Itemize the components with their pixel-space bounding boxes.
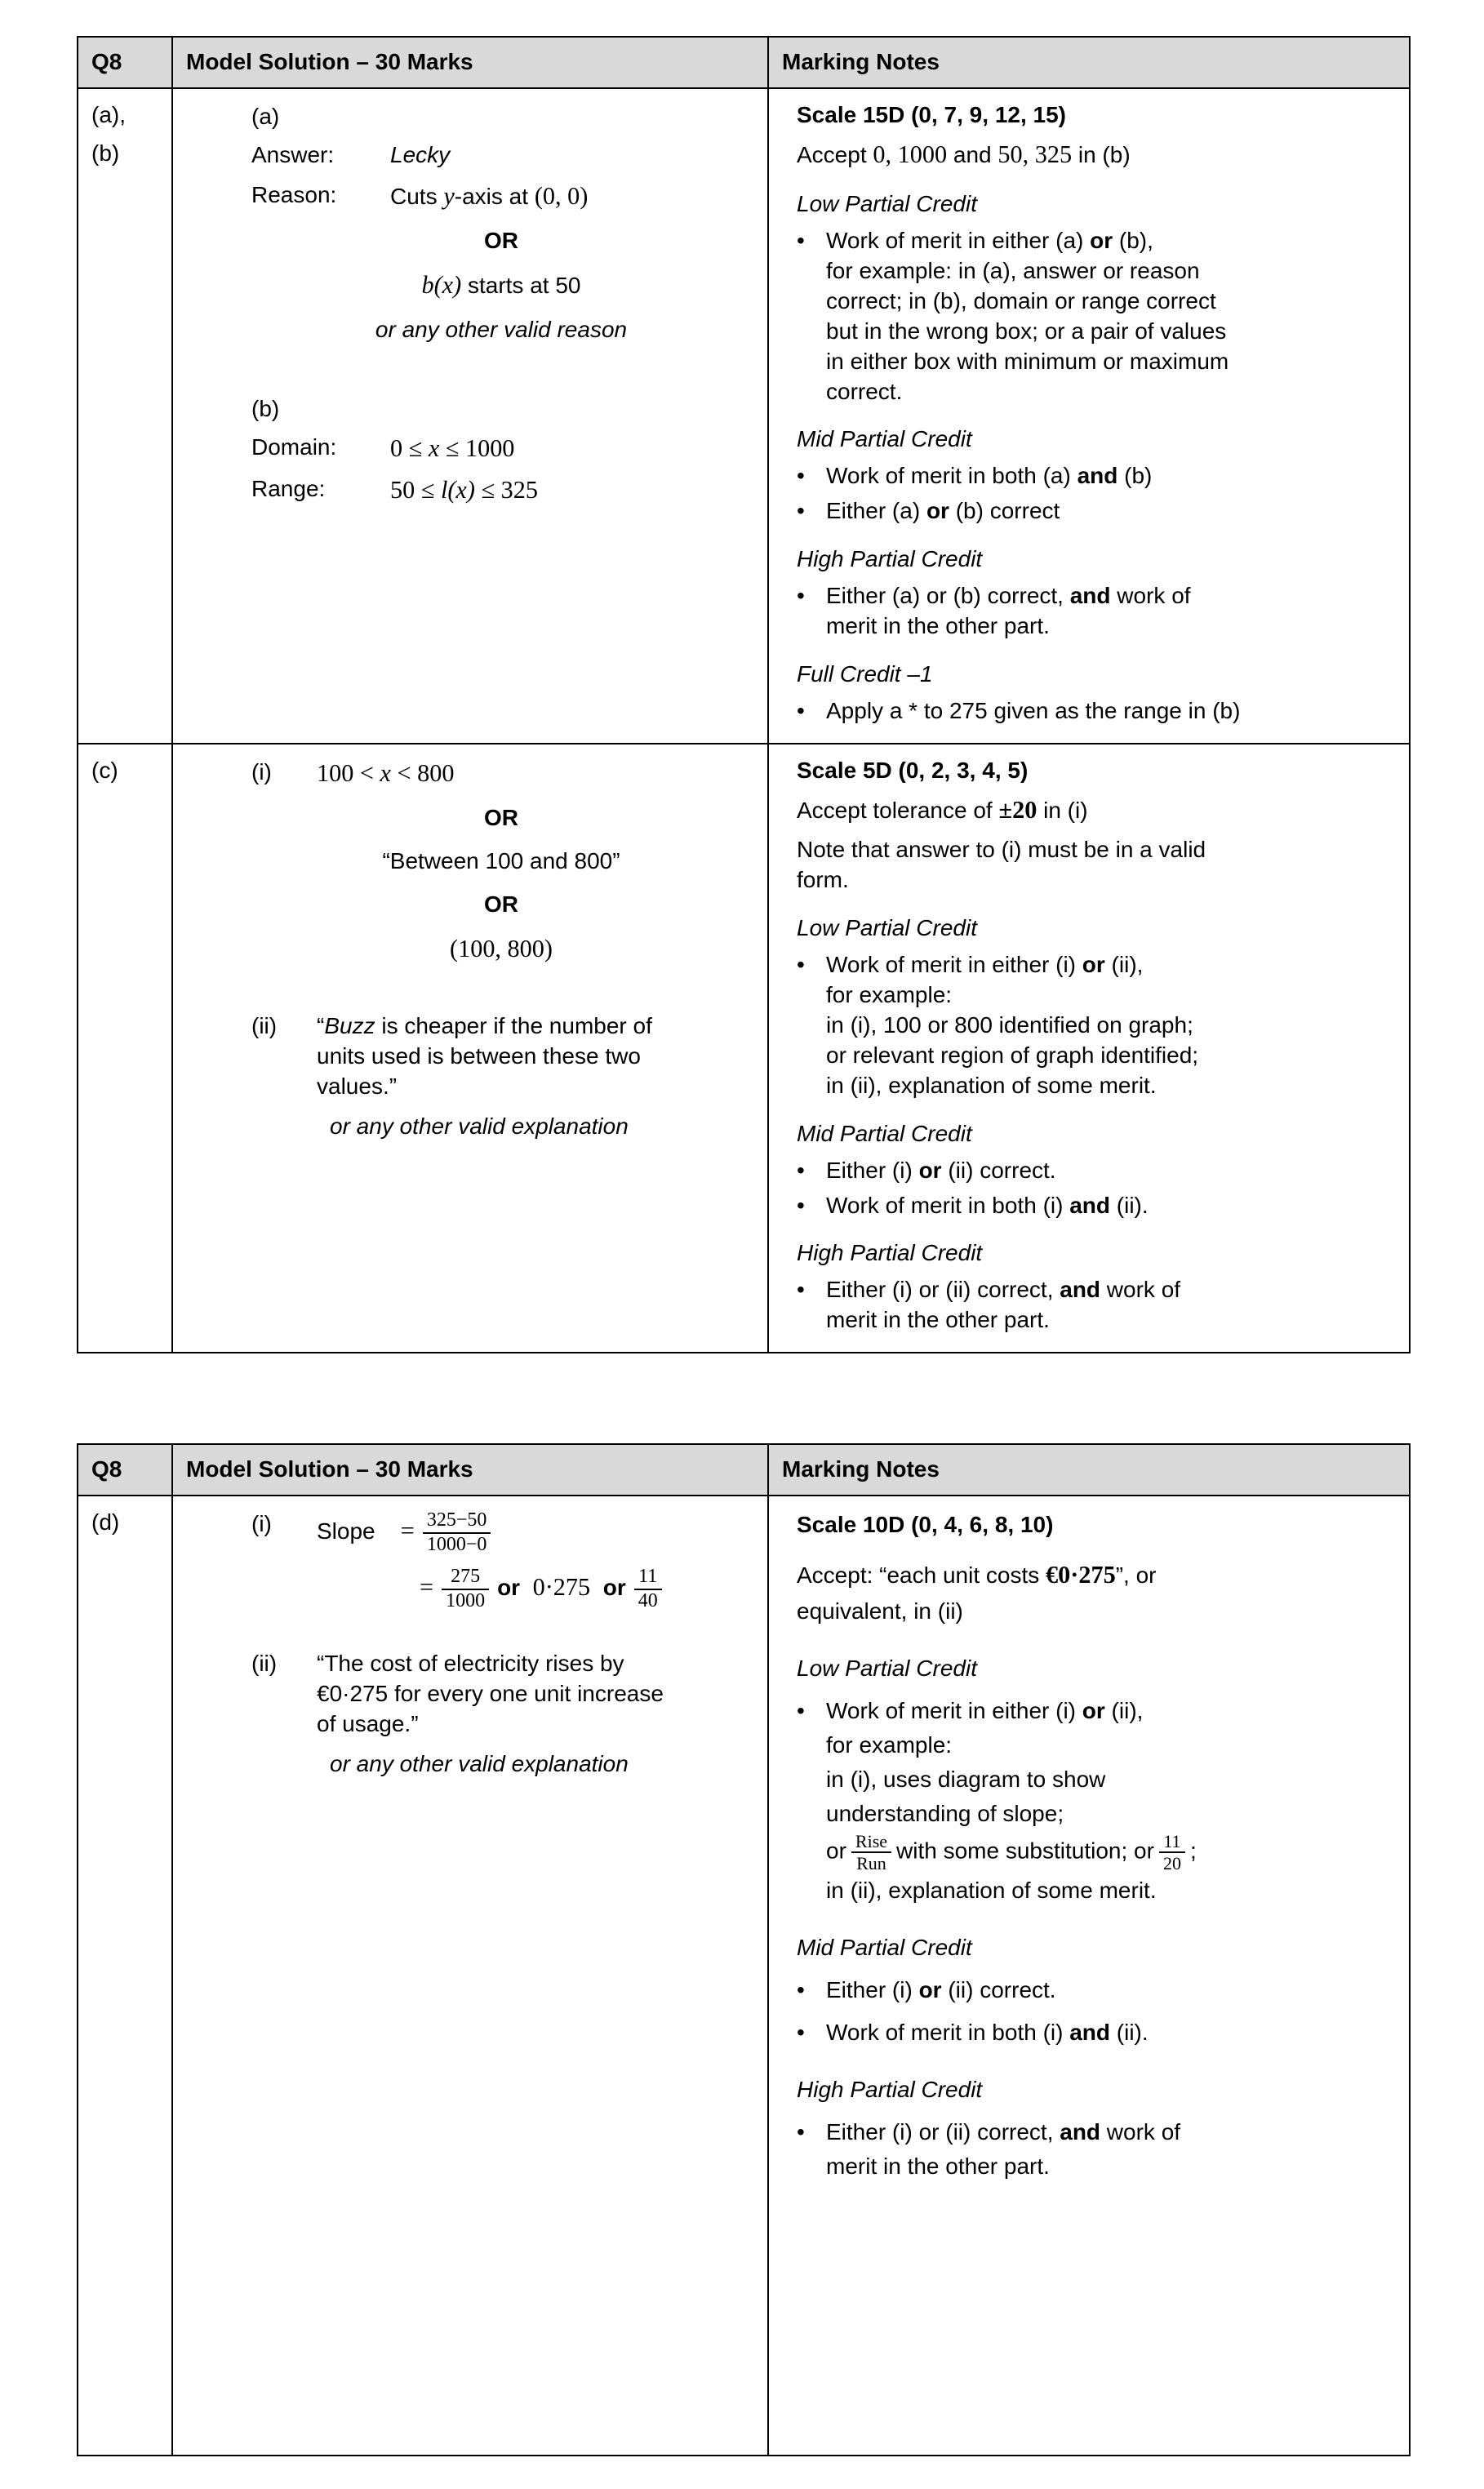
text-run: Work of merit in both (i) xyxy=(826,2020,1070,2046)
bullet-text xyxy=(826,696,1389,727)
table-row-part-c xyxy=(78,744,1410,1353)
bullet-block xyxy=(797,696,1389,727)
scale-heading xyxy=(797,100,1389,131)
text-run: (b), xyxy=(1113,227,1153,253)
text-run: High Partial Credit xyxy=(797,2077,983,2103)
text-run: and xyxy=(947,141,998,167)
bullet-marker: • xyxy=(797,498,805,524)
field-value xyxy=(390,474,751,507)
high-partial-credit-heading xyxy=(797,1238,1389,1269)
text-run: or xyxy=(602,1575,626,1601)
text-run: in (i) xyxy=(1037,798,1088,824)
text-run: for example: xyxy=(826,1731,953,1758)
bullet-marker: • xyxy=(797,463,805,489)
text-run: (c) xyxy=(91,758,118,784)
text-run: OR xyxy=(484,891,518,917)
bullet-marker: • xyxy=(797,1697,805,1723)
text-run: €0·275 for every one unit increase xyxy=(317,1680,664,1706)
p-block xyxy=(251,315,751,345)
table-header-row xyxy=(78,37,1410,88)
cols-block xyxy=(251,474,751,507)
text-run: x xyxy=(380,759,391,788)
text-run: Low Partial Credit xyxy=(797,1655,977,1681)
bullet-block xyxy=(797,461,1389,491)
bullet-marker: • xyxy=(797,2119,805,2145)
fraction xyxy=(634,1566,662,1612)
model-solution-cell xyxy=(172,1496,768,2456)
text-run: Work of merit in both (a) xyxy=(826,463,1077,489)
text-run: is cheaper if the number of xyxy=(375,1012,652,1038)
item-marker: (ii) xyxy=(251,1650,278,1676)
low-partial-credit-heading xyxy=(797,913,1389,944)
text-run: and xyxy=(1077,463,1118,489)
marking-notes-header: Marking Notes xyxy=(768,1444,1410,1496)
item-block xyxy=(251,1649,751,1740)
part-label-cell xyxy=(78,88,172,744)
text-run: work of xyxy=(1110,583,1191,609)
mid-partial-credit-heading xyxy=(797,1931,1389,1965)
mid-partial-credit-heading xyxy=(797,424,1389,455)
p-block xyxy=(251,890,751,920)
field-value xyxy=(390,140,751,171)
bullet-block xyxy=(797,496,1389,527)
text-run: Accept: “each unit costs xyxy=(797,1562,1046,1589)
table-row-part-ab xyxy=(78,88,1410,744)
part-label-cell xyxy=(78,744,172,1353)
fraction-denominator: 20 xyxy=(1162,1852,1181,1873)
text-run: Mid Partial Credit xyxy=(797,1120,972,1146)
text-run: in (ii), explanation of some merit. xyxy=(826,1878,1157,1904)
text-run: Apply a * to 275 given as the range in (b) xyxy=(826,698,1241,724)
text-run: or xyxy=(497,1575,521,1601)
field-label: Reason: xyxy=(251,181,337,207)
table-row-part-d xyxy=(78,1496,1410,2456)
text-run: or xyxy=(926,498,949,524)
bullet-marker: • xyxy=(797,583,805,609)
cols-block xyxy=(251,180,751,213)
text-run: “Between 100 and 800” xyxy=(382,847,620,873)
bullet-marker: • xyxy=(797,951,805,977)
item-marker: (ii) xyxy=(251,1012,278,1038)
text-run: correct; in (b), domain or range correct xyxy=(826,287,1216,313)
bullet-marker: • xyxy=(797,1157,805,1183)
text-run: (ii) correct. xyxy=(941,1977,1056,2003)
bullet-text xyxy=(826,1694,1389,1909)
bullet-block xyxy=(797,1275,1389,1336)
bullet-text xyxy=(826,1191,1389,1221)
text-run: 50 ≤ xyxy=(390,476,441,504)
text-run: “The cost of electricity rises by xyxy=(317,1650,624,1676)
table-header-row xyxy=(78,1444,1410,1496)
text-run: (ii). xyxy=(1110,2020,1149,2046)
field-label: Answer: xyxy=(251,141,335,167)
bullet-block xyxy=(797,1694,1389,1909)
bullet-marker: • xyxy=(797,2020,805,2046)
text-run: for example: xyxy=(826,981,953,1007)
text-run: or relevant region of graph identified; xyxy=(826,1042,1199,1068)
text-run: Low Partial Credit xyxy=(797,914,977,940)
text-run: or any other valid explanation xyxy=(330,1750,629,1776)
text-run: ”, or xyxy=(1115,1562,1157,1589)
text-run: values.” xyxy=(317,1073,398,1099)
p-block xyxy=(251,1566,751,1612)
model-solution-cell xyxy=(172,744,768,1353)
text-run: b(x) xyxy=(421,270,462,299)
text-run: Cuts xyxy=(390,183,444,209)
text-run: Scale 15D (0, 7, 9, 12, 15) xyxy=(797,101,1066,127)
text-run: (a) xyxy=(251,103,280,129)
gap-block xyxy=(251,979,751,1011)
bullet-marker: • xyxy=(797,698,805,724)
scale-heading xyxy=(797,756,1389,786)
text-run: units used is between these two xyxy=(317,1042,641,1069)
fraction xyxy=(423,1509,491,1556)
section-a-heading xyxy=(251,102,751,132)
marking-notes-cell xyxy=(768,744,1410,1353)
text-run: Either (a) or (b) correct, xyxy=(826,583,1070,609)
gap-block xyxy=(251,358,751,394)
low-partial-credit-heading xyxy=(797,189,1389,220)
text-run: equivalent, in (ii) xyxy=(797,1598,963,1624)
text-run: Scale 5D (0, 2, 3, 4, 5) xyxy=(797,758,1029,784)
text-run: work of xyxy=(1100,2119,1181,2145)
section-b-heading xyxy=(251,394,751,424)
text-run: Mid Partial Credit xyxy=(797,1935,972,1961)
text-run: 0·275 xyxy=(532,1573,591,1602)
text-run xyxy=(590,1575,603,1600)
text-run: in (i), uses diagram to show xyxy=(826,1766,1106,1792)
text-run: (b) xyxy=(1117,463,1153,489)
marking-notes-header: Marking Notes xyxy=(768,37,1410,88)
p-block xyxy=(797,794,1389,827)
fraction-numerator: Rise xyxy=(851,1831,891,1853)
text-run: = xyxy=(420,1573,434,1602)
text-run: Note that answer to (i) must be in a valid xyxy=(797,836,1206,862)
bullet-block xyxy=(797,1973,1389,2007)
text-run: or xyxy=(1082,1697,1105,1723)
text-run: (b) correct xyxy=(949,498,1060,524)
item-text xyxy=(317,1649,751,1740)
text-run: and xyxy=(1060,2119,1101,2145)
text-run: or xyxy=(1082,951,1105,977)
low-partial-credit-heading xyxy=(797,1651,1389,1686)
text-run: and xyxy=(1069,1192,1111,1218)
text-run: work of xyxy=(1100,1277,1181,1303)
text-run: (100, 800) xyxy=(450,934,553,962)
text-run: Work of merit in either (a) xyxy=(826,227,1091,253)
bullet-text xyxy=(826,496,1389,527)
text-run: y xyxy=(443,181,455,210)
model-solution-header: Model Solution – 30 Marks xyxy=(172,37,768,88)
bullet-marker: • xyxy=(797,227,805,253)
text-run: correct. xyxy=(826,378,903,404)
text-run: Either (i) xyxy=(826,1977,919,2003)
text-run: High Partial Credit xyxy=(797,546,983,572)
text-run: and xyxy=(1069,583,1111,609)
fraction-numerator: 325−50 xyxy=(423,1509,491,1534)
text-run: Either (i) or (ii) correct, xyxy=(826,2119,1060,2145)
text-run: €0·275 xyxy=(1046,1561,1116,1589)
text-run: ±20 xyxy=(998,796,1037,824)
bullet-block xyxy=(797,2115,1389,2184)
fraction-numerator: 11 xyxy=(1159,1831,1185,1853)
text-run: 50, 325 xyxy=(997,140,1073,168)
text-run: “ xyxy=(317,1012,325,1038)
text-run: Accept xyxy=(797,141,873,167)
fraction-denominator: Run xyxy=(856,1852,886,1873)
bullet-marker: • xyxy=(797,1192,805,1218)
bullet-text xyxy=(826,2115,1389,2184)
text-run: with some substitution; or xyxy=(896,1838,1154,1864)
bullet-marker: • xyxy=(797,1277,805,1303)
text-run: 0 ≤ xyxy=(390,433,429,462)
marking-notes-cell xyxy=(768,88,1410,744)
model-solution-header: Model Solution – 30 Marks xyxy=(172,1444,768,1496)
bullet-block xyxy=(797,1156,1389,1186)
text-run: (ii) correct. xyxy=(941,1157,1056,1183)
text-run: Scale 10D (0, 4, 6, 8, 10) xyxy=(797,1512,1054,1538)
gap-block xyxy=(251,1621,751,1649)
text-run: Either (i) xyxy=(826,1157,919,1183)
text-run: or any other valid explanation xyxy=(330,1113,629,1139)
fraction-numerator: 275 xyxy=(442,1566,489,1590)
fraction-numerator: 11 xyxy=(634,1566,662,1590)
text-run: OR xyxy=(484,805,518,831)
text-run: or xyxy=(918,1977,942,2003)
text-run: in (ii), explanation of some merit. xyxy=(826,1072,1157,1098)
text-run: ≤ 1000 xyxy=(439,433,515,462)
marking-notes-cell xyxy=(768,1496,1410,2456)
marking-table-q8-parts-abc xyxy=(77,36,1411,1353)
text-run: starts at 50 xyxy=(461,272,581,298)
bullet-text xyxy=(826,1156,1389,1186)
text-run: Accept tolerance of xyxy=(797,798,999,824)
text-run: (ii), xyxy=(1104,951,1144,977)
question-number-header: Q8 xyxy=(78,37,172,88)
question-number-header: Q8 xyxy=(78,1444,172,1496)
field-value xyxy=(390,433,751,465)
text-run: (ii), xyxy=(1104,1697,1144,1723)
text-run: merit in the other part. xyxy=(826,1307,1050,1333)
text-run: understanding of slope; xyxy=(826,1800,1064,1826)
text-run: 100 < xyxy=(317,759,380,788)
text-run: or xyxy=(918,1157,942,1183)
item-marker: (i) xyxy=(251,759,272,785)
bullet-text xyxy=(826,226,1389,407)
field-value xyxy=(390,180,751,213)
p-block xyxy=(797,835,1389,896)
text-run: and xyxy=(1060,1277,1101,1303)
p-block xyxy=(797,1557,1389,1628)
text-run: Work of merit in either (i) xyxy=(826,1697,1082,1723)
item-text xyxy=(317,1509,751,1556)
bullet-text xyxy=(826,1275,1389,1336)
text-run: Slope xyxy=(317,1518,375,1545)
text-run: (d) xyxy=(91,1509,120,1536)
text-run: or xyxy=(826,1838,846,1864)
text-run: Either (i) or (ii) correct, xyxy=(826,1277,1060,1303)
part-label-a xyxy=(91,100,163,131)
text-run: Lecky xyxy=(390,141,451,167)
text-run: form. xyxy=(797,866,849,892)
scale-heading xyxy=(797,1508,1389,1542)
fraction xyxy=(851,1831,891,1874)
item-text xyxy=(317,1011,751,1102)
high-partial-credit-heading xyxy=(797,2073,1389,2107)
model-solution-cell xyxy=(172,88,768,744)
bullet-block xyxy=(797,581,1389,642)
text-run: x xyxy=(428,433,440,462)
field-label: Domain: xyxy=(251,433,337,460)
text-run: Buzz xyxy=(324,1012,375,1038)
p-block xyxy=(251,226,751,256)
part-label-cell xyxy=(78,1496,172,2456)
text-run: Work of merit in either (i) xyxy=(826,951,1082,977)
text-run: 0, 1000 xyxy=(873,140,948,168)
text-run: (b) xyxy=(91,140,120,166)
bullet-text xyxy=(826,581,1389,642)
text-run: = xyxy=(400,1517,415,1545)
fraction-denominator: 1000−0 xyxy=(426,1533,487,1555)
text-run: Full Credit –1 xyxy=(797,661,933,687)
text-run: of usage.” xyxy=(317,1710,419,1736)
mid-partial-credit-heading xyxy=(797,1119,1389,1149)
bullet-text xyxy=(826,2016,1389,2050)
part-label-b xyxy=(91,139,163,169)
bullet-text xyxy=(826,1973,1389,2007)
text-run: but in the wrong box; or a pair of values xyxy=(826,318,1227,344)
item-text xyxy=(317,758,751,790)
text-run: (a), xyxy=(91,101,126,127)
text-run: ≤ 325 xyxy=(474,476,538,504)
field-label: Range: xyxy=(251,476,326,502)
bullet-block xyxy=(797,1191,1389,1221)
text-run: in (i), 100 or 800 identified on graph; xyxy=(826,1011,1193,1038)
text-run: (ii). xyxy=(1110,1192,1149,1218)
text-run: merit in the other part. xyxy=(826,2153,1050,2180)
text-run: -axis at xyxy=(454,183,535,209)
text-run xyxy=(375,1518,401,1544)
fraction-denominator: 1000 xyxy=(446,1590,486,1612)
full-credit-heading xyxy=(797,660,1389,690)
fraction-denominator: 40 xyxy=(638,1590,658,1612)
text-run: (0, 0) xyxy=(534,181,589,210)
item-block xyxy=(251,758,751,790)
text-run: Work of merit in both (i) xyxy=(826,1192,1070,1218)
p-block xyxy=(251,1112,751,1142)
item-block xyxy=(251,1011,751,1102)
bullet-marker: • xyxy=(797,1977,805,2003)
high-partial-credit-heading xyxy=(797,544,1389,575)
cols-block xyxy=(251,140,751,171)
bullet-text xyxy=(826,950,1389,1101)
part-label-d xyxy=(91,1508,163,1538)
text-run: Either (a) xyxy=(826,498,926,524)
p-block xyxy=(251,847,751,877)
text-run: < 800 xyxy=(390,759,455,788)
bullet-block xyxy=(797,950,1389,1101)
text-run: Mid Partial Credit xyxy=(797,426,972,452)
text-run: or xyxy=(1090,227,1113,253)
text-run: or any other valid reason xyxy=(375,316,628,342)
p-block xyxy=(251,933,751,966)
fraction xyxy=(442,1566,489,1612)
marking-table-q8-part-d xyxy=(77,1443,1411,2456)
text-run: and xyxy=(1069,2020,1111,2046)
part-label-c xyxy=(91,756,163,786)
item-block xyxy=(251,1509,751,1556)
text-run: (b) xyxy=(251,395,280,421)
item-marker: (i) xyxy=(251,1511,272,1537)
text-run xyxy=(520,1575,533,1600)
p-block xyxy=(797,139,1389,171)
text-run: Low Partial Credit xyxy=(797,190,977,216)
bullet-text xyxy=(826,461,1389,491)
text-run: in (b) xyxy=(1072,141,1131,167)
p-block xyxy=(251,1749,751,1780)
bullet-block xyxy=(797,226,1389,407)
p-block xyxy=(251,803,751,833)
bullet-block xyxy=(797,2016,1389,2050)
p-block xyxy=(251,269,751,302)
fraction xyxy=(1159,1831,1185,1874)
text-run: for example: in (a), answer or reason xyxy=(826,257,1200,283)
cols-block xyxy=(251,433,751,465)
text-run: ; xyxy=(1189,1838,1197,1864)
text-run: OR xyxy=(484,227,518,253)
text-run: in either box with minimum or maximum xyxy=(826,348,1229,374)
text-run: l(x) xyxy=(440,476,475,504)
text-run: merit in the other part. xyxy=(826,613,1050,639)
text-run: High Partial Credit xyxy=(797,1240,983,1266)
